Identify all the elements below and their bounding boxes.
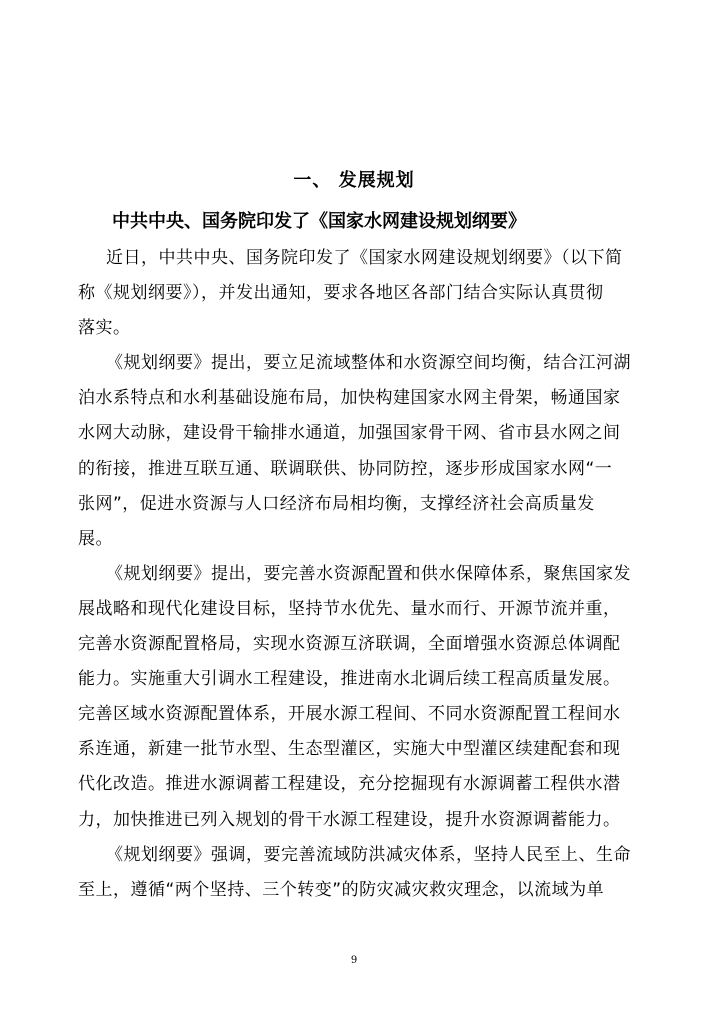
paragraph-line: 完善区域水资源配置体系，开展水源工程间、不同水资源配置工程间水 xyxy=(78,704,621,725)
paragraph-line: 系连通，新建一批节水型、生态型灌区，实施大中型灌区续建配套和现 xyxy=(78,739,621,760)
paragraph-line: 《规划纲要》提出，要立足流域整体和水资源空间均衡，结合江河湖 xyxy=(106,353,631,374)
paragraph-line: 代化改造。推进水源调蓄工程建设，充分挖掘现有水源调蓄工程供水潜 xyxy=(78,774,621,795)
paragraph-line: 力，加快推进已列入规划的骨干水源工程建设，提升水资源调蓄能力。 xyxy=(78,809,621,830)
paragraph-line: 至上，遵循“两个坚持、三个转变”的防灾减灾救灾理念，以流域为单 xyxy=(78,879,605,900)
section-heading: 一、 发展规划 xyxy=(293,170,415,191)
paragraph-line: 近日，中共中央、国务院印发了《国家水网建设规划纲要》（以下简 xyxy=(106,248,623,268)
article-title: 中共中央、国务院印发了《国家水网建设规划纲要》 xyxy=(112,211,526,232)
paragraph-line: 称《规划纲要》），并发出通知，要求各地区各部门结合实际认真贯彻 xyxy=(78,283,604,304)
paragraph-line: 张网”，促进水资源与人口经济布局相均衡，支撑经济社会高质量发 xyxy=(78,493,595,514)
paragraph-line: 展战略和现代化建设目标，坚持节水优先、量水而行、开源节流并重， xyxy=(78,598,621,619)
paragraph-line: 《规划纲要》强调，要完善流域防洪减灾体系，坚持人民至上、生命 xyxy=(106,844,631,865)
paragraph-line: 水网大动脉，建设骨干输排水通道，加强国家骨干网、省市县水网之间 xyxy=(78,423,621,444)
paragraph-line: 落实。 xyxy=(78,318,131,339)
page-number: 9 xyxy=(350,955,358,966)
paragraph-line: 泊水系特点和水利基础设施布局，加快构建国家水网主骨架，畅通国家 xyxy=(78,388,621,409)
paragraph-line: 《规划纲要》提出，要完善水资源配置和供水保障体系，聚焦国家发 xyxy=(106,563,631,584)
paragraph-line: 完善水资源配置格局，实现水资源互济联调，全面增强水资源总体调配 xyxy=(78,634,621,655)
paragraph-line: 展。 xyxy=(78,528,113,549)
paragraph-line: 的衔接，推进互联互通、联调联供、协同防控，逐步形成国家水网“一 xyxy=(78,458,613,479)
article-body xyxy=(78,241,638,908)
paragraph-line: 能力。实施重大引调水工程建设，推进南水北调后续工程高质量发展。 xyxy=(78,669,621,690)
